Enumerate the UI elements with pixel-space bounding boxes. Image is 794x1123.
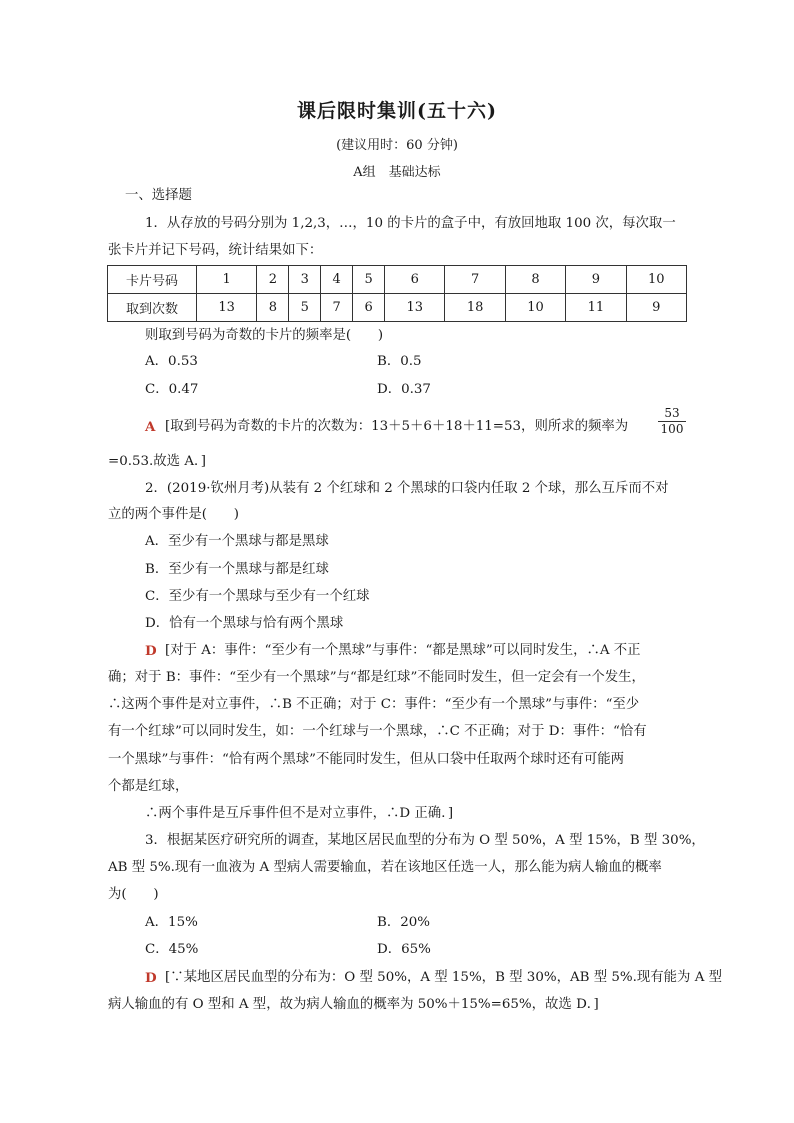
table-row [108, 266, 687, 294]
q3-stem-line2: AB 型 5%.现有一血液为 A 型病人需要输血，若在该地区任选一人，那么能为病人输血的概率 [108, 860, 662, 875]
table-row [108, 294, 687, 322]
table-cell: 13 [197, 294, 257, 322]
q2-explanation-line1: [对于 A：事件：“至少有一个黑球”与事件：“都是黑球”可以同时发生，∴A 不正 [165, 643, 641, 658]
suggested-time: (建议用时：60 分钟) [336, 138, 458, 153]
table-cell: 6 [353, 294, 385, 322]
q1-frequency-table [107, 265, 687, 322]
q1-question: 则取到号码为奇数的卡片的频率是( ) [145, 328, 384, 343]
section-heading: 一、选择题 [125, 188, 192, 203]
fraction-numerator: 53 [658, 406, 686, 422]
table-cell: 3 [289, 266, 321, 294]
table-cell: 13 [385, 294, 445, 322]
q1-option-a: A．0.53 [145, 354, 198, 369]
q3-stem-line1: 3．根据某医疗研究所的调查，某地区居民血型的分布为 O 型 50%，A 型 15%，B 型 30%， [145, 833, 705, 848]
table-cell: 7 [445, 266, 505, 294]
table-cell: 9 [626, 294, 686, 322]
q3-option-d: D．65% [377, 942, 431, 957]
q2-explanation-line2: 确；对于 B：事件：“至少有一个黑球”与“都是红球”不能同时发生，但一定会有一个发生， [108, 670, 645, 685]
table-header-cell: 卡片号码 [108, 266, 197, 294]
q1-option-b: B．0.5 [377, 354, 422, 369]
table-cell: 11 [566, 294, 626, 322]
q2-option-c: C．至少有一个黑球与至少有一个红球 [145, 589, 370, 604]
q3-answer-letter: D [145, 970, 157, 986]
table-cell: 10 [505, 294, 565, 322]
q3-option-c: C．45% [145, 942, 199, 957]
table-cell: 18 [445, 294, 505, 322]
table-cell: 2 [257, 266, 289, 294]
q1-stem-line2: 张卡片并记下号码，统计结果如下： [108, 243, 323, 258]
q2-explanation-line6: 个都是红球， [108, 779, 189, 794]
table-cell: 1 [197, 266, 257, 294]
q2-stem-line2: 立的两个事件是( ) [108, 507, 239, 522]
table-cell: 5 [289, 294, 321, 322]
table-cell: 8 [257, 294, 289, 322]
table-header-cell: 取到次数 [108, 294, 197, 322]
q1-stem-line1: 1．从存放的号码分别为 1,2,3，…，10 的卡片的盒子中，有放回地取 100 次，每次取一 [145, 216, 676, 231]
q2-option-b: B．至少有一个黑球与都是红球 [145, 562, 329, 577]
fraction-denominator: 100 [660, 422, 684, 436]
q2-explanation-line4: 有一个红球”可以同时发生，如：一个红球与一个黑球，∴C 不正确；对于 D：事件：“恰有 [108, 724, 647, 739]
q2-explanation-line3: ∴这两个事件是对立事件，∴B 不正确；对于 C：事件：“至少有一个黑球”与事件：“至少 [108, 697, 640, 712]
q2-option-a: A．至少有一个黑球与都是黑球 [145, 534, 329, 549]
q3-explanation-line1: [∵某地区居民血型的分布为：O 型 50%，A 型 15%，B 型 30%，AB 型 5%.现有能为 A 型 [165, 970, 723, 985]
q2-explanation-line5: 一个黑球”与事件：“恰有两个黑球”不能同时发生，但从口袋中任取两个球时还有可能两 [108, 752, 624, 767]
table-cell: 4 [321, 266, 353, 294]
table-cell: 10 [626, 266, 686, 294]
table-cell: 9 [566, 266, 626, 294]
q3-option-a: A．15% [145, 915, 198, 930]
table-cell: 7 [321, 294, 353, 322]
q1-option-c: C．0.47 [145, 382, 199, 397]
group-heading: A组 基础达标 [353, 165, 441, 180]
table-cell: 6 [385, 266, 445, 294]
q1-option-d: D．0.37 [377, 382, 431, 397]
q1-answer-letter: A [145, 419, 156, 435]
q3-option-b: B．20% [377, 915, 430, 930]
table-cell: 5 [353, 266, 385, 294]
page-title: 课后限时集训(五十六) [297, 100, 497, 122]
q1-explanation-line2: =0.53.故选 A．] [108, 454, 206, 469]
q2-option-d: D．恰有一个黑球与恰有两个黑球 [145, 616, 344, 631]
q2-stem-line1: 2．(2019·钦州月考)从装有 2 个红球和 2 个黑球的口袋内任取 2 个球，那么互斥而不对 [145, 481, 669, 496]
q3-stem-line3: 为( ) [108, 887, 159, 902]
q3-explanation-line2: 病人输血的有 O 型和 A 型，故为病人输血的概率为 50%＋15%=65%，故选 D．] [108, 997, 599, 1012]
q2-answer-letter: D [145, 643, 157, 659]
q2-explanation-line7: ∴两个事件是互斥事件但不是对立事件，∴D 正确．] [145, 806, 454, 821]
q1-fraction [658, 406, 686, 437]
table-cell: 8 [505, 266, 565, 294]
q1-explanation-line1: [取到号码为奇数的卡片的次数为：13＋5＋6＋18＋11=53，则所求的频率为 [165, 419, 629, 434]
